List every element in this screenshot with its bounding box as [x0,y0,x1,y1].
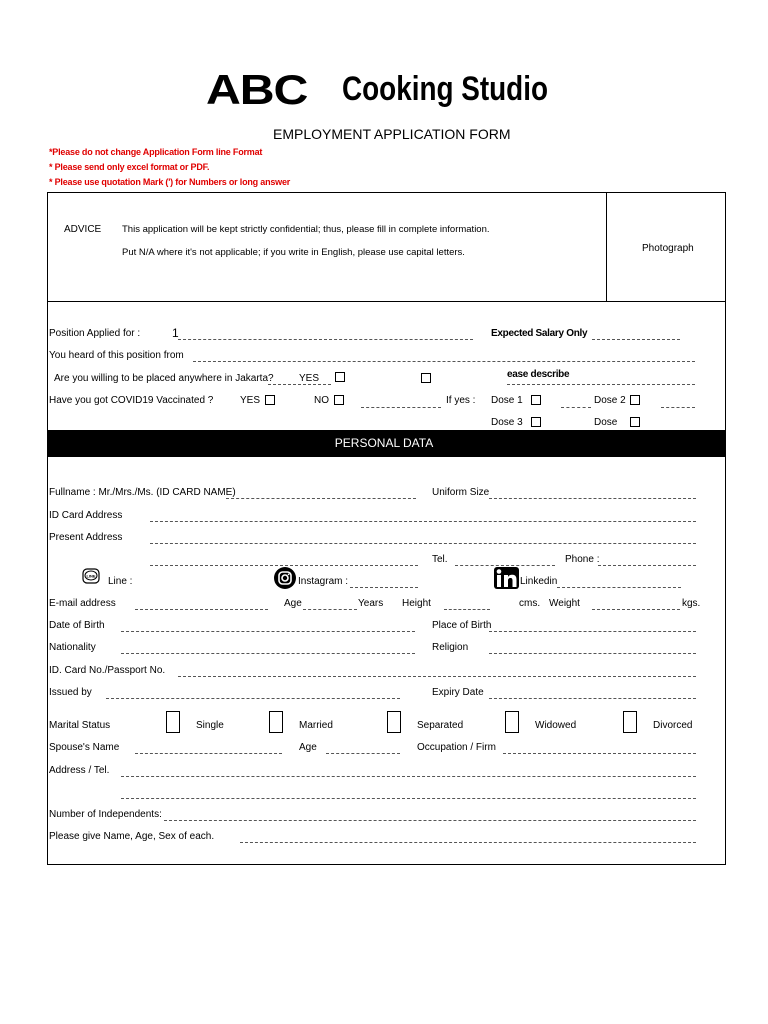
address-tel-field[interactable] [121,776,696,777]
covid-no-label: NO [314,395,329,406]
years-label: Years [358,598,384,609]
kgs-label: kgs. [682,598,701,609]
height-label: Height [402,598,431,609]
dose2-label: Dose 2 [594,395,626,406]
id-address-label: ID Card Address [49,510,123,521]
idcard-label: ID. Card No./Passport No. [49,665,166,676]
position-value[interactable]: 1 [172,326,179,340]
advice-line-2: Put N/A where it's not applicable; if you write in English, please use capital letters. [122,247,465,258]
marital-label: Marital Status [49,720,111,731]
pob-field[interactable] [489,631,696,632]
salary-label: Expected Salary Only [491,328,588,339]
tel-label: Tel. [432,554,448,565]
personal-data-title: PERSONAL DATA [334,436,434,450]
advice-line-1: This application will be kept strictly confidential; thus, please fill in complete information. [122,224,490,235]
fullname-label: Fullname : Mr./Mrs./Ms. (ID CARD NAME) [49,487,236,498]
fullname-field[interactable] [226,498,416,499]
religion-field[interactable] [489,653,696,654]
dose3-label: Dose 3 [491,417,523,428]
covid-yes-checkbox[interactable] [265,395,275,405]
religion-label: Religion [432,642,469,653]
pob-label: Place of Birth [432,620,492,631]
logo-abc: ABC [206,66,308,113]
dose1-label: Dose 1 [491,395,523,406]
uniform-label: Uniform Size [432,487,490,498]
dob-label: Date of Birth [49,620,105,631]
heard-label: You heard of this position from [49,350,184,361]
expiry-label: Expiry Date [432,687,484,698]
jakarta-yes-checkbox[interactable] [335,372,345,382]
jakarta-no-checkbox[interactable] [421,373,431,383]
widowed-label: Widowed [535,720,577,731]
email-label: E-mail address [49,598,116,609]
covid-no-checkbox[interactable] [334,395,344,405]
please-describe-label: ease describe [507,369,570,380]
position-label: Position Applied for : [49,328,141,339]
covid-field[interactable] [361,407,441,408]
spouse-age-label: Age [299,742,317,753]
present-address-label: Present Address [49,532,123,543]
dose1-checkbox[interactable] [531,395,541,405]
covid-label: Have you got COVID19 Vaccinated ? [49,395,214,406]
give-name-label: Please give Name, Age, Sex of each. [49,831,215,842]
address-extra-field[interactable] [150,565,418,566]
dose2-checkbox[interactable] [630,395,640,405]
instagram-icon [273,567,297,589]
line-icon [82,568,100,584]
idcard-field[interactable] [178,676,696,677]
linkedin-icon [494,567,519,589]
jakarta-yes-label: YES [299,373,320,384]
note-2: * Please send only excel format or PDF. [49,162,210,172]
dependents-label: Number of Independents: [49,809,162,820]
weight-label: Weight [549,598,580,609]
spouse-age-field[interactable] [326,753,400,754]
height-field[interactable] [444,609,490,610]
dose1-field[interactable] [561,407,591,408]
separated-checkbox[interactable] [387,711,401,733]
instagram-label: Instagram : [298,576,349,587]
if-yes-label: If yes : [446,395,476,406]
uniform-field[interactable] [489,498,696,499]
address-tel-field-2[interactable] [121,798,696,799]
separated-label: Separated [417,720,464,731]
spouse-label: Spouse's Name [49,742,120,753]
form-title: EMPLOYMENT APPLICATION FORM [273,126,511,142]
expiry-field[interactable] [489,698,696,699]
occupation-field[interactable] [503,753,696,754]
svg-text:LINE: LINE [86,573,96,579]
dose3-checkbox[interactable] [531,417,541,427]
dose2-field[interactable] [661,407,695,408]
phone-field[interactable] [598,565,696,566]
occupation-label: Occupation / Firm [417,742,496,753]
note-1: *Please do not change Application Form line Format [49,147,263,157]
weight-field[interactable] [592,609,680,610]
photo-divider [606,192,607,302]
jakarta-field[interactable] [268,384,331,385]
give-name-field[interactable] [240,842,696,843]
linkedin-label: Linkedin [520,576,558,587]
form-border [47,192,726,865]
covid-yes-label: YES [240,395,261,406]
email-field[interactable] [135,609,268,610]
id-address-field[interactable] [150,521,696,522]
spouse-field[interactable] [135,753,282,754]
jakarta-label: Are you willing to be placed anywhere in Jakarta? [54,373,274,384]
married-checkbox[interactable] [269,711,283,733]
logo-cooking-studio: Cooking Studio [342,70,548,108]
position-field[interactable] [178,339,473,340]
single-checkbox[interactable] [166,711,180,733]
present-address-field[interactable] [150,543,696,544]
single-label: Single [196,720,224,731]
linkedin-field[interactable] [557,587,681,588]
dob-field[interactable] [121,631,415,632]
dose4-label: Dose [594,417,618,428]
phone-label: Phone : [565,554,600,565]
issued-label: Issued by [49,687,92,698]
describe-field[interactable] [507,384,695,385]
divorced-label: Divorced [653,720,693,731]
nationality-field[interactable] [121,653,415,654]
note-3: * Please use quotation Mark (') for Numbers or long answer [49,177,291,187]
dependents-field[interactable] [164,820,696,821]
tel-field[interactable] [455,565,555,566]
address-tel-label: Address / Tel. [49,765,110,776]
heard-field[interactable] [193,361,695,362]
widowed-checkbox[interactable] [505,711,519,733]
cms-label: cms. [519,598,541,609]
issued-field[interactable] [106,698,400,699]
line-label: Line : [108,576,133,587]
dose4-checkbox[interactable] [630,417,640,427]
married-label: Married [299,720,333,731]
instagram-field[interactable] [350,587,418,588]
advice-divider [47,301,726,302]
age-field[interactable] [303,609,357,610]
divorced-checkbox[interactable] [623,711,637,733]
age-label: Age [284,598,302,609]
nationality-label: Nationality [49,642,96,653]
advice-label: ADVICE [64,224,102,235]
salary-field[interactable] [592,339,680,340]
photograph-box[interactable]: Photograph [642,243,694,254]
